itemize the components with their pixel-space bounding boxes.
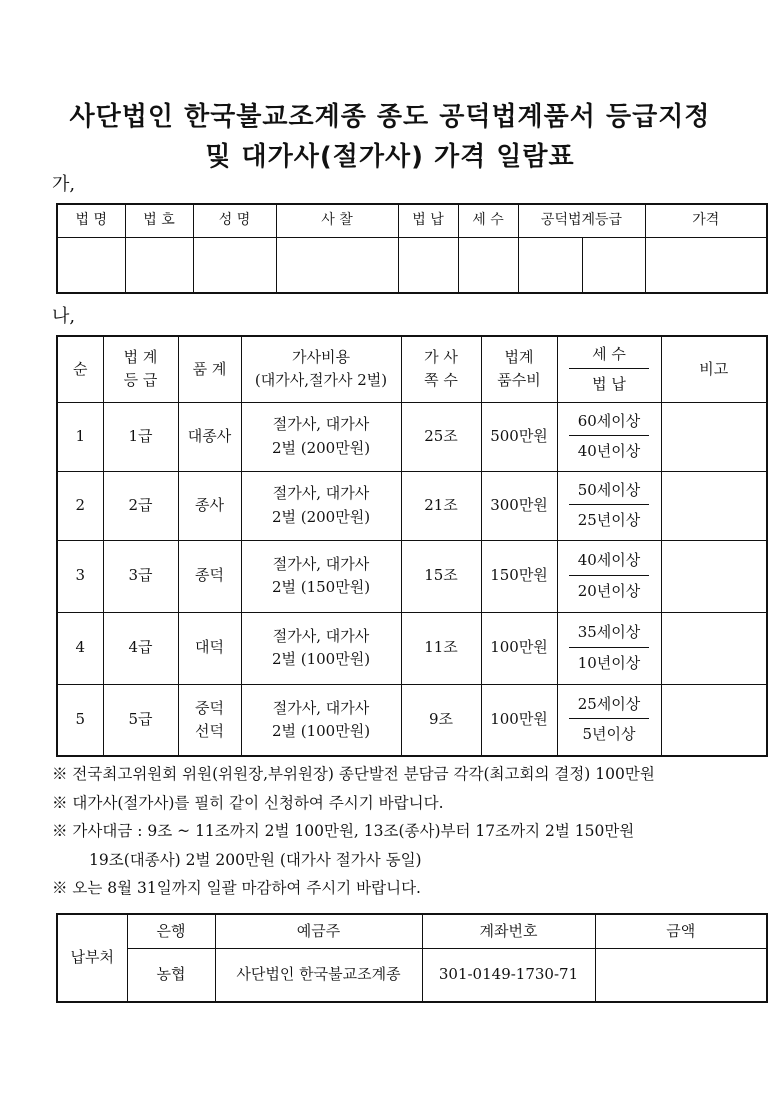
header-order: 순: [57, 336, 103, 402]
years-value: 5년이상: [582, 725, 636, 744]
rank-cell: [178, 684, 241, 756]
temple-cell[interactable]: [276, 237, 398, 293]
table-row: [57, 684, 767, 756]
rank-text: 선덕: [195, 721, 224, 740]
entry-row: [57, 237, 767, 293]
age-years-cell: [557, 540, 661, 612]
header-account-number: 계좌번호: [422, 914, 595, 948]
cost-line1: 절가사, 대가사: [272, 626, 370, 645]
merit-grade-cell-1[interactable]: [518, 237, 582, 293]
table-row: [57, 612, 767, 684]
header-fee-line1: 법계: [504, 348, 534, 366]
header-grade-line1: 법 계: [123, 348, 158, 366]
panels-cell: 15조: [401, 540, 481, 612]
fee-cell: 300만원: [481, 471, 557, 540]
header-price: 가격: [645, 204, 767, 237]
fee-cell: 100만원: [481, 612, 557, 684]
header-rank: 품 계: [178, 336, 241, 402]
cost-line1: 절가사, 대가사: [272, 554, 370, 573]
header-temple: 사 찰: [276, 204, 398, 237]
cost-cell: [241, 684, 401, 756]
account-holder-cell: 사단법인 한국불교조계종: [215, 948, 422, 1002]
age-years-cell: [557, 684, 661, 756]
years-value: 25년이상: [577, 511, 641, 529]
payment-row: [57, 948, 767, 1002]
order-cell: 3: [57, 540, 103, 612]
rank-cell: [178, 471, 241, 540]
grade-cell: 2급: [103, 471, 178, 540]
age-value: 25세이상: [569, 693, 649, 719]
grade-cell: 1급: [103, 402, 178, 471]
years-value: 20년이상: [577, 581, 641, 600]
rank-text: 대덕: [195, 638, 224, 657]
header-dharma-name: 법 명: [57, 204, 125, 237]
account-number-cell: 301-0149-1730-71: [422, 948, 595, 1002]
monastic-years-cell[interactable]: [398, 237, 458, 293]
header-panels-line1: 가 사: [424, 348, 458, 366]
table-row: [57, 402, 767, 471]
rank-text: 종덕: [195, 566, 224, 585]
note-cell: [661, 612, 767, 684]
header-fee-line2: 품수비: [497, 371, 541, 390]
header-age: 세 수: [458, 204, 518, 237]
cost-cell: [241, 471, 401, 540]
note-cell: [661, 402, 767, 471]
merit-grade-cell-2[interactable]: [582, 237, 645, 293]
panels-cell: 21조: [401, 471, 481, 540]
age-years-cell: [557, 471, 661, 540]
fee-cell: 500만원: [481, 402, 557, 471]
grade-price-table: [56, 335, 768, 757]
header-full-name: 성 명: [193, 204, 276, 237]
cost-line2: 2벌 (150만원): [271, 578, 371, 596]
table-row: [57, 471, 767, 540]
header-cost-line1: 가사비용: [292, 348, 350, 366]
header-dharma-title: 법 호: [125, 204, 193, 237]
section-b-label: 나,: [52, 306, 76, 327]
header-note: 비고: [661, 336, 767, 402]
rank-text: 종사: [195, 495, 224, 514]
notes-block: [52, 760, 772, 903]
section-a-label: 가,: [52, 174, 76, 195]
age-value: 40세이상: [569, 549, 649, 575]
full-name-cell[interactable]: [193, 237, 276, 293]
age-years-cell: [557, 402, 661, 471]
grade-cell: 3급: [103, 540, 178, 612]
years-value: 10년이상: [577, 653, 641, 672]
note-line: 19조(대종사) 2벌 200만원 (대가사 절가사 동일): [89, 850, 422, 869]
note-cell: [661, 684, 767, 756]
cost-line2: 2벌 (200만원): [271, 438, 371, 457]
header-fee: [481, 336, 557, 402]
table-row: [57, 540, 767, 612]
cost-line2: 2벌 (100만원): [271, 650, 371, 668]
price-cell[interactable]: [645, 237, 767, 293]
header-cost: [241, 336, 401, 402]
cost-line2: 2벌 (200만원): [271, 507, 371, 526]
cost-line1: 절가사, 대가사: [272, 415, 370, 434]
table-header-row: [57, 336, 767, 402]
applicant-info-table: [56, 203, 768, 294]
note-cell: [661, 540, 767, 612]
header-account-holder: 예금주: [215, 914, 422, 948]
header-age-years: [557, 336, 661, 402]
order-cell: 4: [57, 612, 103, 684]
header-grade: [103, 336, 178, 402]
payment-table: [56, 913, 768, 1003]
panels-cell: 9조: [401, 684, 481, 756]
rank-cell: [178, 612, 241, 684]
bank-cell: 농협: [127, 948, 215, 1002]
header-panels-line2: 쪽 수: [424, 371, 458, 390]
age-cell[interactable]: [458, 237, 518, 293]
cost-cell: [241, 540, 401, 612]
cost-line2: 2벌 (100만원): [271, 721, 371, 740]
rank-cell: [178, 402, 241, 471]
header-grade-line2: 등 급: [123, 371, 158, 390]
note-line: ※ 대가사(절가사)를 필히 같이 신청하여 주시기 바랍니다.: [52, 793, 444, 812]
header-monastic-years: 법 납: [398, 204, 458, 237]
dharma-title-cell[interactable]: [125, 237, 193, 293]
cost-line1: 절가사, 대가사: [272, 484, 370, 503]
document-title-line2: 및 대가사(절가사) 가격 일람표: [205, 142, 575, 172]
note-line: ※ 오는 8월 31일까지 일괄 마감하여 주시기 바랍니다.: [52, 879, 421, 897]
rank-text: 대종사: [187, 426, 232, 445]
header-age: 세 수: [569, 343, 649, 369]
age-value: 60세이상: [569, 410, 649, 436]
age-value: 35세이상: [569, 621, 649, 647]
years-value: 40년이상: [577, 442, 641, 460]
age-years-cell: [557, 612, 661, 684]
note-line: ※ 가사대금 : 9조 ~ 11조까지 2벌 100만원, 13조(종사)부터 17조까지 2벌 150만원: [52, 822, 635, 840]
cost-cell: [241, 612, 401, 684]
order-cell: 2: [57, 471, 103, 540]
fee-cell: 100만원: [481, 684, 557, 756]
fee-cell: 150만원: [481, 540, 557, 612]
panels-cell: 25조: [401, 402, 481, 471]
payment-header-row: [57, 914, 767, 948]
panels-cell: 11조: [401, 612, 481, 684]
header-cost-line2: (대가사,절가사 2벌): [254, 371, 388, 390]
header-panels: [401, 336, 481, 402]
rank-text: 중덕: [195, 698, 224, 717]
payment-label: 납부처: [57, 914, 127, 1002]
age-value: 50세이상: [569, 479, 649, 505]
rank-cell: [178, 540, 241, 612]
grade-cell: 4급: [103, 612, 178, 684]
header-years: 법 납: [592, 374, 626, 393]
cost-line1: 절가사, 대가사: [272, 698, 370, 717]
header-bank: 은행: [127, 914, 215, 948]
note-cell: [661, 471, 767, 540]
note-line: ※ 전국최고위원회 위원(위원장,부위원장) 종단발전 분담금 각각(최고회의 결정) 100만원: [52, 765, 655, 783]
order-cell: 1: [57, 402, 103, 471]
table-header-row: [57, 204, 767, 237]
document-title-line1: 사단법인 한국불교조계종 종도 공덕법계품서 등급지정: [69, 102, 711, 132]
cost-cell: [241, 402, 401, 471]
grade-cell: 5급: [103, 684, 178, 756]
header-merit-grade: 공덕법계등급: [518, 204, 645, 237]
order-cell: 5: [57, 684, 103, 756]
dharma-name-cell[interactable]: [57, 237, 125, 293]
header-amount: 금액: [595, 914, 767, 948]
amount-cell[interactable]: [595, 948, 767, 1002]
